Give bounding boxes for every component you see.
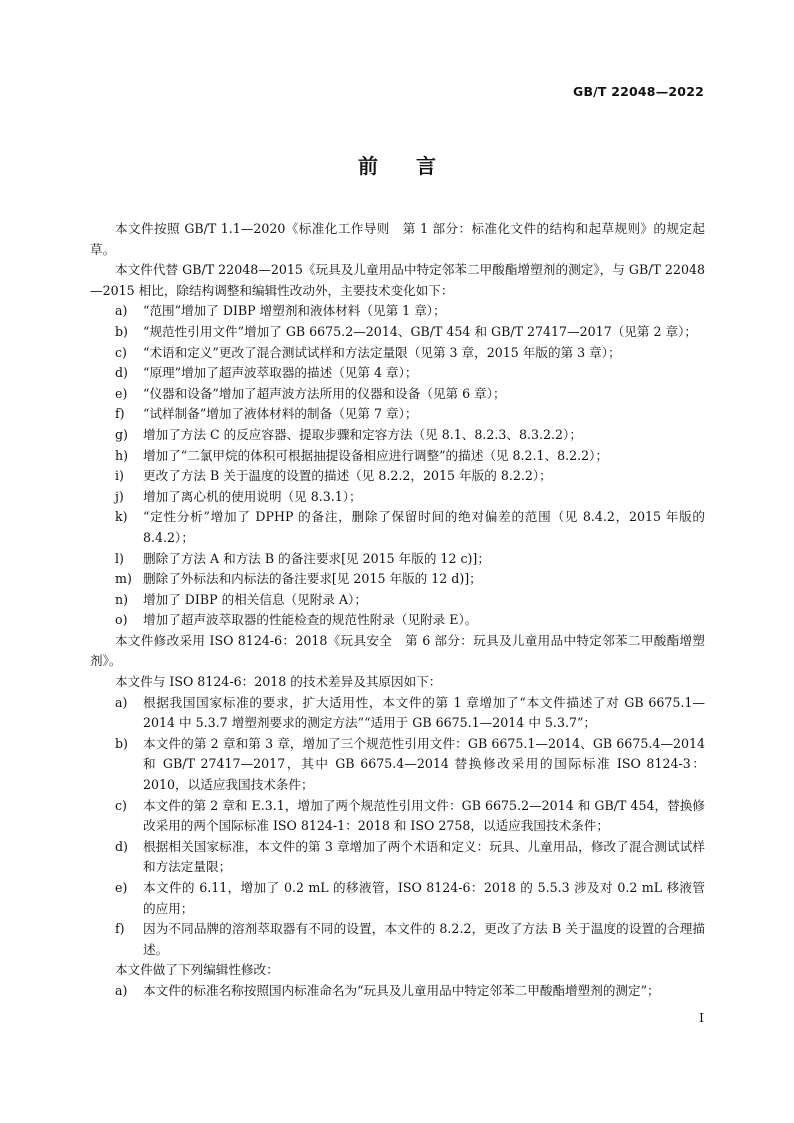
list-item-text: 增加了超声波萃取器的性能检查的规范性附录（见附录 E）。 bbox=[143, 612, 478, 628]
list-item-text: “定性分析”增加了 DPHP 的备注，删除了保留时间的绝对偏差的范围（见 8.4.2，2015 年版的 8.4.2）； bbox=[143, 509, 705, 545]
list-item-text: “范围”增加了 DIBP 增塑剂和液体材料（见第 1 章）； bbox=[143, 303, 446, 319]
list-item-label: n) bbox=[115, 591, 129, 607]
list-item-label: d) bbox=[115, 838, 128, 854]
list-item bbox=[90, 404, 705, 425]
list-item-label: h) bbox=[115, 447, 129, 463]
paragraph-drafting-basis: 本文件按照 GB/T 1.1—2020《标准化工作导则 第 1 部分：标准化文件的结构和起草规则》的规定起草。 bbox=[90, 221, 705, 257]
list-item-label: g) bbox=[115, 426, 128, 442]
list-item-label: c) bbox=[115, 797, 127, 813]
paragraph-replacement: 本文件代替 GB/T 22048—2015《玩具及儿童用品中特定邻苯二甲酸酯增塑剂的测定》，与 GB/T 22048—2015 相比，除结构调整和编辑性改动外，主要技术变化如下： bbox=[90, 262, 705, 298]
list-item-label: d) bbox=[115, 365, 128, 381]
editorial-changes-list bbox=[90, 981, 705, 1002]
technical-changes-list bbox=[90, 301, 705, 631]
list-item bbox=[90, 466, 705, 487]
list-item bbox=[90, 507, 705, 548]
list-item-text: 删除了外标法和内标法的备注要求[见 2015 年版的 12 d)]； bbox=[143, 571, 482, 587]
list-item bbox=[90, 301, 705, 322]
list-item-label: f) bbox=[115, 406, 125, 422]
list-item bbox=[90, 363, 705, 384]
technical-differences-list bbox=[90, 693, 705, 961]
document-body bbox=[90, 219, 705, 1002]
list-item-text: 根据相关国家标准，本文件的第 3 章增加了两个术语和定义：玩具、儿童用品，修改了混合测试试样和方法定量限； bbox=[143, 838, 705, 875]
page-number: I bbox=[699, 1010, 704, 1025]
list-item bbox=[90, 425, 705, 446]
list-item-text: “试样制备”增加了液体材料的制备（见第 7 章）； bbox=[143, 406, 418, 422]
list-item bbox=[90, 919, 705, 960]
list-item-label: b) bbox=[115, 735, 128, 751]
list-item-label: a) bbox=[115, 694, 128, 710]
list-item-text: “原理”增加了超声波萃取器的描述（见第 4 章）； bbox=[143, 365, 418, 381]
list-item-label: a) bbox=[115, 982, 128, 998]
list-item-text: 增加了离心机的使用说明（见 8.3.1）； bbox=[143, 488, 362, 504]
list-item bbox=[90, 796, 705, 837]
list-item-text: “规范性引用文件”增加了 GB 6675.2—2014、GB/T 454 和 GB/T 27417—2017（见第 2 章）； bbox=[143, 323, 697, 339]
paragraph-editorial-intro: 本文件做了下列编辑性修改： bbox=[115, 962, 279, 978]
list-item-text: 本文件的 6.11，增加了 0.2 mL 的移液管，ISO 8124-6：2018 的 5.5.3 涉及对 0.2 mL 移液管的应用； bbox=[143, 880, 705, 916]
list-item-label: e) bbox=[115, 385, 128, 401]
list-item bbox=[90, 590, 705, 611]
list-item-text: 增加了“二氯甲烷的体积可根据抽提设备相应进行调整”的描述（见 8.2.1、8.2.2）； bbox=[143, 447, 609, 463]
list-item bbox=[90, 837, 705, 878]
page-title: 前言 bbox=[358, 154, 474, 178]
list-item-label: j) bbox=[115, 488, 124, 504]
paragraph-adoption: 本文件修改采用 ISO 8124-6：2018《玩具安全 第 6 部分：玩具及儿童用品中特定邻苯二甲酸酯增塑剂》。 bbox=[90, 632, 705, 669]
list-item-label: c) bbox=[115, 344, 127, 360]
list-item-text: 因为不同品牌的溶剂萃取器有不同的设置，本文件的 8.2.2，更改了方法 B 关于温度的设置的合理描述。 bbox=[143, 921, 705, 957]
list-item-label: l) bbox=[115, 550, 124, 566]
list-item-label: m) bbox=[115, 571, 132, 587]
list-item bbox=[90, 446, 705, 467]
list-item-text: 增加了 DIBP 的相关信息（见附录 A）； bbox=[143, 591, 367, 607]
list-item-text: 根据我国国家标准的要求，扩大适用性，本文件的第 1 章增加了“本文件描述了对 GB 6675.1—2014 中 5.3.7 增塑剂要求的测定方法”“适用于 GB 6675.1—2014 中 5.3.7”； bbox=[143, 694, 705, 731]
list-item-label: k) bbox=[115, 509, 128, 525]
list-item bbox=[90, 322, 705, 343]
list-item-text: 更改了方法 B 关于温度的设置的描述（见 8.2.2，2015 年版的 8.2.2）； bbox=[143, 468, 552, 484]
list-item bbox=[90, 384, 705, 405]
list-item bbox=[90, 878, 705, 919]
list-item-label: a) bbox=[115, 303, 128, 319]
list-item-text: 增加了方法 C 的反应容器、提取步骤和定容方法（见 8.1、8.2.3、8.3.2.2）； bbox=[143, 426, 582, 442]
list-item bbox=[90, 734, 705, 796]
list-item-text: 本文件的第 2 章和第 3 章，增加了三个规范性引用文件：GB 6675.1—2014、GB 6675.4—2014 和 GB/T 27417—2017，其中 GB 6675.4—2014 替换修改采用的国际标准 ISO 8124-3：2010，以适应我国技术条件； bbox=[143, 735, 705, 793]
list-item-label: e) bbox=[115, 880, 128, 895]
list-item-text: “术语和定义”更改了混合测试试样和方法定量限（见第 3 章，2015 年版的第 3 章）； bbox=[143, 344, 621, 360]
list-item bbox=[90, 569, 705, 590]
list-item-label: o) bbox=[115, 612, 128, 628]
list-item bbox=[90, 981, 705, 1002]
paragraph-differences-intro: 本文件与 ISO 8124-6：2018 的技术差异及其原因如下： bbox=[115, 674, 442, 690]
list-item-text: “仪器和设备”增加了超声波方法所用的仪器和设备（见第 6 章）； bbox=[143, 385, 506, 401]
list-item-label: b) bbox=[115, 323, 128, 339]
list-item bbox=[90, 549, 705, 570]
list-item-label: i) bbox=[115, 468, 124, 484]
list-item-text: 删除了方法 A 和方法 B 的备注要求[见 2015 年版的 12 c)]； bbox=[143, 550, 490, 566]
list-item bbox=[90, 610, 705, 631]
list-item-text: 本文件的标准名称按照国内标准命名为“玩具及儿童用品中特定邻苯二甲酸酯增塑剂的测定”； bbox=[143, 982, 660, 998]
list-item bbox=[90, 343, 705, 364]
list-item bbox=[90, 487, 705, 508]
document-code: GB/T 22048—2022 bbox=[572, 84, 704, 99]
list-item-label: f) bbox=[115, 921, 125, 937]
list-item-text: 本文件的第 2 章和 E.3.1，增加了两个规范性引用文件：GB 6675.2—2014 和 GB/T 454，替换修改采用的两个国际标准 ISO 8124-1：2018 和 ISO 2758，以适应我国技术条件； bbox=[143, 797, 705, 834]
list-item bbox=[90, 693, 705, 734]
